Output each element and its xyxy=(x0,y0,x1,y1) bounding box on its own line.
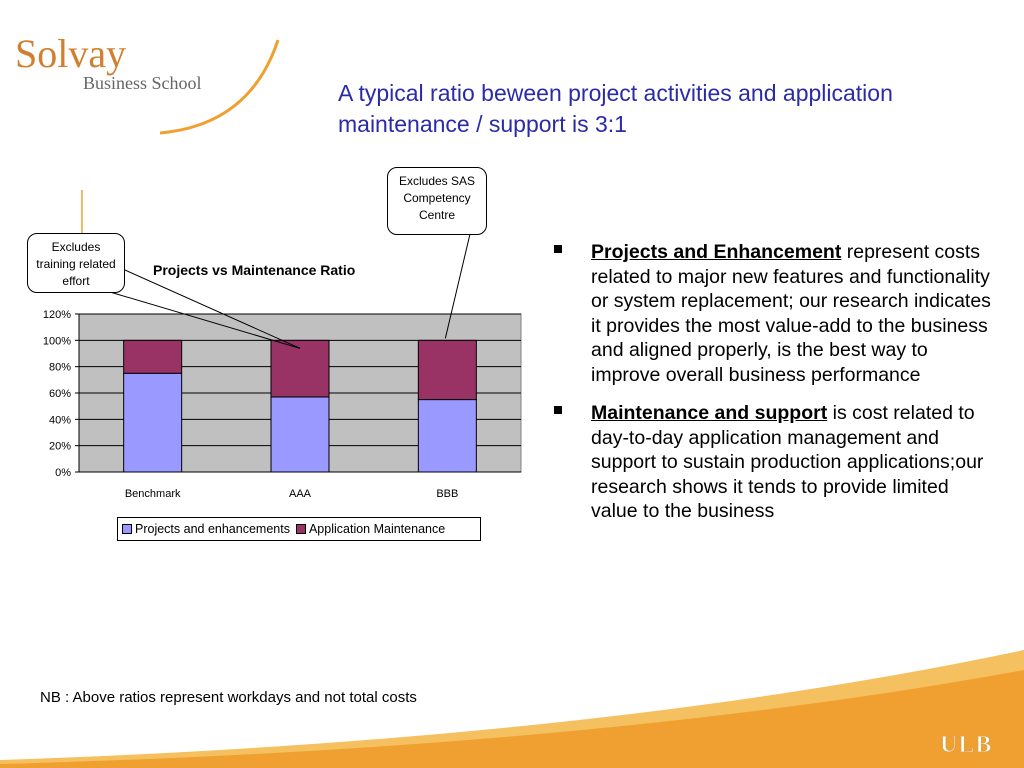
footnote: NB : Above ratios represent workdays and not total costs xyxy=(40,689,417,706)
bullet-square-icon xyxy=(554,245,562,253)
legend-swatch-maintenance xyxy=(296,524,306,534)
bullet-square-icon xyxy=(554,406,562,414)
bar-maintenance-bbb xyxy=(418,340,476,399)
chart-title: Projects vs Maintenance Ratio xyxy=(153,262,356,278)
legend-label-maintenance: Application Maintenance xyxy=(308,522,446,536)
x-tick-label: Benchmark xyxy=(124,488,181,500)
chart-legend xyxy=(117,517,481,541)
legend-item-projects xyxy=(122,522,290,536)
legend-label-projects: Projects and enhancements xyxy=(135,522,290,536)
logo-name: Solvay xyxy=(15,31,127,76)
legend-swatch-projects xyxy=(122,524,132,534)
y-tick-label: 80% xyxy=(48,361,71,374)
bullet-maintenance xyxy=(552,401,992,524)
bullet-text: is cost related to day-to-day application management and support to sustain production applications;our research shows it tends to provide limited value to the business xyxy=(591,402,984,522)
bullet-text: represent costs related to major new features and functionality or system replacement; our research indicates it provides the most value-add to the business and aligned properly, is the best way to improve overall business performance xyxy=(591,241,991,386)
y-tick-label: 0% xyxy=(55,467,71,479)
bar-projects-bbb xyxy=(418,400,476,472)
bullet-heading: Projects and Enhancement xyxy=(591,241,842,263)
slide-title: A typical ratio beween project activities and application maintenance / support is 3:1 xyxy=(338,80,893,137)
callout-sas: Excludes SAS Competency Centre xyxy=(387,167,487,235)
bullet-projects xyxy=(552,240,992,387)
legend-item-maintenance xyxy=(296,522,445,536)
ulb-logo: ULB xyxy=(940,732,993,758)
logo-subtitle: Business School xyxy=(83,73,202,93)
bar-maintenance-aaa xyxy=(271,340,329,397)
bar-maintenance-benchmark xyxy=(124,340,182,373)
y-tick-label: 60% xyxy=(48,388,71,400)
y-tick-label: 40% xyxy=(48,414,71,427)
bullet-heading: Maintenance and support xyxy=(591,402,828,424)
y-tick-label: 120% xyxy=(42,309,71,321)
x-tick-label: AAA xyxy=(288,488,312,500)
bar-projects-benchmark xyxy=(124,373,182,472)
x-tick-label: BBB xyxy=(436,488,459,500)
y-tick-label: 100% xyxy=(42,335,71,348)
callout-training: Excludes training related effort xyxy=(27,233,125,293)
bar-projects-aaa xyxy=(271,397,329,472)
y-tick-label: 20% xyxy=(48,440,71,453)
bullet-list xyxy=(552,240,992,538)
